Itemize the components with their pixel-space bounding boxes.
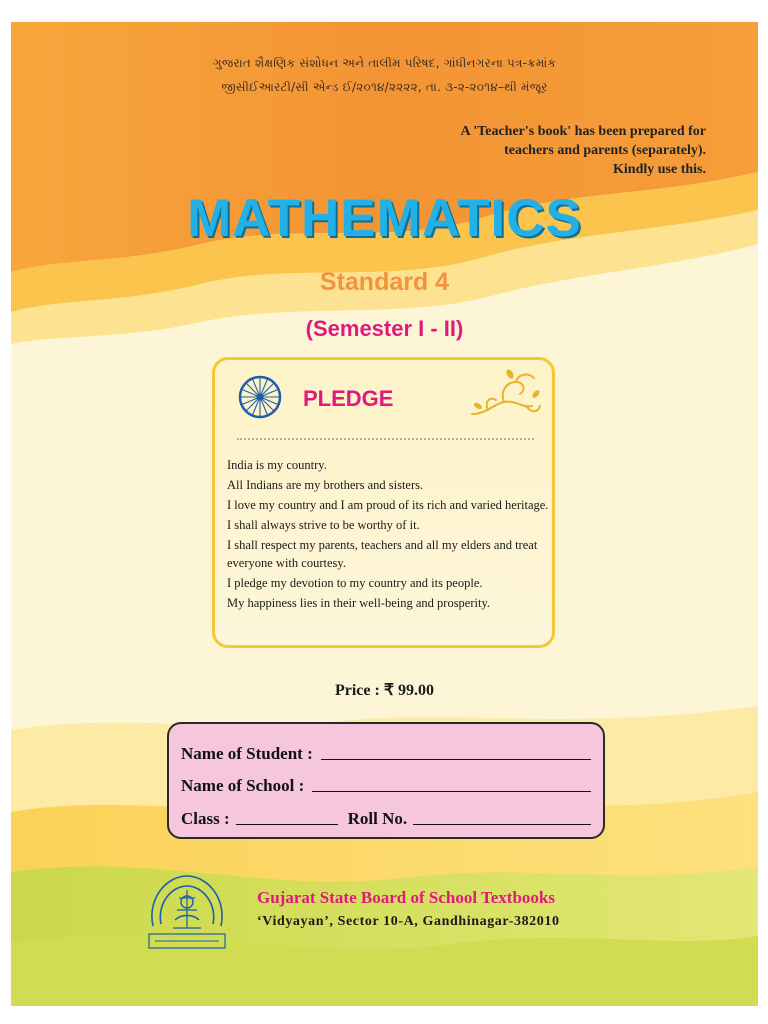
school-name-label: Name of School : (181, 776, 305, 795)
teacher-note-line-3: Kindly use this. (613, 162, 706, 177)
approval-line-2: જીસીઈઆરટી/સી એન્ડ ઈ/૨૦૧૪/૨૨૨૨, તા. ૩-૨-૨૦૧૪–થી મંજૂર (221, 80, 548, 94)
price-label: Price : ₹ 99.00 (334, 682, 435, 699)
class-field[interactable] (236, 824, 338, 825)
standard-label: Standard 4 (319, 268, 450, 296)
teacher-book-note (460, 122, 706, 179)
school-name-row (181, 772, 591, 796)
pledge-line-4: I shall always strive to be worthy of it. (227, 518, 420, 532)
roll-no-label: Roll No. (347, 809, 408, 828)
board-emblem-icon (139, 868, 235, 958)
class-roll-row (181, 805, 591, 829)
class-label: Class : (181, 809, 230, 828)
pledge-line-2: All Indians are my brothers and sisters. (227, 478, 424, 492)
pledge-line-6: I pledge my devotion to my country and its people. (227, 576, 483, 590)
book-title: MATHEMATICS (187, 189, 582, 248)
teacher-note-line-2: teachers and parents (separately). (504, 143, 706, 158)
pledge-divider (237, 438, 534, 440)
publisher-name: Gujarat State Board of School Textbooks (257, 888, 555, 907)
pledge-box (212, 357, 555, 648)
student-name-label: Name of Student : (181, 744, 313, 763)
publisher-address: ‘Vidyayan’, Sector 10-A, Gandhinagar-382010 (257, 914, 560, 929)
floral-swirl-icon (466, 368, 544, 424)
pledge-heading: PLEDGE (303, 386, 394, 411)
roll-no-field[interactable] (413, 824, 591, 825)
approval-line-1: ગુજરાત શૈક્ષણિક સંશોધન અને તાલીમ પરિષદ, ગાંધીનગરના પત્ર-ક્રમાંક (212, 56, 557, 70)
student-name-row (181, 740, 591, 764)
school-name-field[interactable] (312, 791, 591, 792)
pledge-line-7: My happiness lies in their well-being and prosperity. (227, 596, 491, 610)
teacher-note-line-1: A 'Teacher's book' has been prepared for (460, 124, 706, 139)
pledge-line-1: India is my country. (227, 458, 327, 472)
pledge-text (227, 456, 549, 614)
ashoka-chakra-icon (237, 374, 283, 420)
book-cover (11, 22, 758, 1006)
pledge-line-3: I love my country and I am proud of its rich and varied heritage. (227, 498, 549, 512)
student-name-field[interactable] (321, 759, 591, 760)
pledge-line-5: I shall respect my parents, teachers and all my elders and treat everyone with courtesy. (227, 538, 538, 570)
semester-label: (Semester I - II) (305, 316, 464, 341)
student-details-form (167, 722, 605, 839)
